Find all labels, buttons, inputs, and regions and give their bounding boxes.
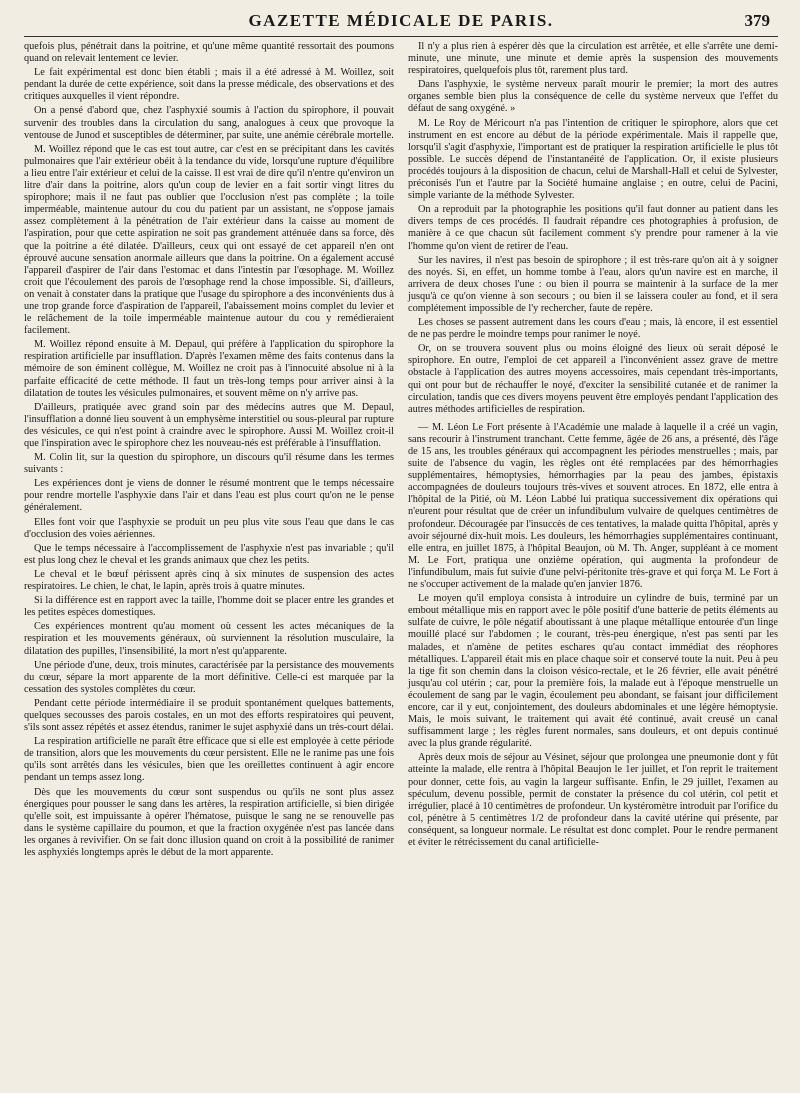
paragraph: D'ailleurs, pratiquée avec grand soin par des médecins autres que M. Depaul, l'insufflation a donné lieu souvent à un emphysème interstitiel ou sous-pleural par rupture des vésicules, ce qui n'est point à craindre avec le spirophore. Aussi M. Woillez croit-il que l'inspiration avec le spirophore chez les nouveau-nés est préférable à l'insufflation. <box>24 401 394 449</box>
paragraph: Pendant cette période intermédiaire il se produit spontanément quelques battements, quelques secousses des parois costales, en un mot des efforts respiratoires qui peuvent, s'ils sont assez répétés et assez étendus, ranimer le sujet asphyxié dans un très-court délai. <box>24 697 394 734</box>
paragraph: On a reproduit par la photographie les positions qu'il faut donner au patient dans les divers temps de ces procédés. Il faudrait répandre ces photographies à profusion, de manière à ce que chacun sût facilement comment s'y prendre pour ramener à la vie l'homme qu'on vient de retirer de l'eau. <box>408 204 778 252</box>
right-column <box>408 41 778 861</box>
paragraph: Les expériences dont je viens de donner le résumé montrent que le temps nécessaire pour rendre mortelle l'asphyxie dans l'air et dans l'eau est plus court qu'on ne le pense généralement. <box>24 478 394 514</box>
paragraph: Après deux mois de séjour au Vésinet, séjour que prolongea une pneumonie dont y fût atteinte la malade, elle rentra à l'hôpital Beaujon le 1er juillet, et l'on reprit le traitement pour donner, cette fois, au vagin la largeur suffisante. Enfin, le 29 juillet, l'examen au spéculum, devenu possible, permit de constater la présence du col utérin, col petit et irrégulier, placé à 10 centimètres de profondeur. Un kystéromètre introduit par l'orifice du col, pénètre à 5 centimètres 1/2 de profondeur dans la cavité utérine qui présente, par conséquent, sa longueur normale. Le résultat est donc complet. Pour le rendre permanent et éviter le rétrécissement du canal artificielle- <box>408 752 778 848</box>
paragraph: M. Colin lit, sur la question du spirophore, un discours qu'il résume dans les termes suivants : <box>24 452 394 476</box>
paragraph: Que le temps nécessaire à l'accomplissement de l'asphyxie n'est pas invariable ; qu'il est plus long chez le cheval et les grands animaux que chez les petits. <box>24 542 394 566</box>
paragraph: M. Woillez répond que le cas est tout autre, car c'est en se précipitant dans les cavités pulmonaires que l'air extérieur obéit à la tendance du vide, lorsqu'une rupture d'équilibre a lieu entre l'air extérieur et celui de la caisse. Il est vrai de dire qu'il n'entre qu'environ un litre d'air dans la poitrine, alors qu'un coup de levier en a fait sortir vingt litres du spirophore; mais il ne faut pas oublier que l'occlusion n'est pas complète ; la toile imperméable, maintenue autour du cou du patient par un assistant, ne s'oppose jamais assez complètement à la pénétration de l'air extérieur dans la caisse au moment de l'aspiration, pour que cette aspiration ne soit pas grandement atténuée dans sa force, dès que la poitrine a été dilatée. D'ailleurs, ceux qui ont essayé de cet appareil n'en ont éprouvé aucune sensation anormale ailleurs que dans la poitrine. On a également accusé l'appareil d'aspirer de l'air dans l'estomac et dans l'intestin par l'œsophage. M. Woillez croit que l'écoulement des parois de l'œsophage rend la chose impossible. Si, d'ailleurs, on venait à constater dans la pratique que l'usage du spirophore a des inconvénients dus à une trop grande force d'aspiration de l'appareil, l'abaissement moins complet du levier et le relâchement de la toile imperméable maintenue autour du cou y remédieraient facilement. <box>24 143 394 337</box>
paragraph: La respiration artificielle ne paraît être efficace que si elle est employée à cette période de transition, alors que les mouvements du cœur persistent. Elle ne le ranime pas une fois qu'ils sont arrêtés dans les vésicules, bien que les oreillettes continuent à agir encore pendant un temps assez long. <box>24 736 394 784</box>
left-column <box>24 41 394 861</box>
paragraph: Il n'y a plus rien à espérer dès que la circulation est arrêtée, et elle s'arrête une demi-minute, une minute, une minute et demie après la suspension des mouvements respiratoires, quelquefois plus tôt, rarement plus tard. <box>408 41 778 77</box>
paragraph: M. Le Roy de Méricourt n'a pas l'intention de critiquer le spirophore, alors que cet instrument en est encore au début de la période expérimentale. Mais il rappelle que, lorsqu'il s'agit d'asphyxie, l'important est de pratiquer la respiration artificielle le plus tôt possible. Le succès dépend de l'instantanéité de l'application. Or, il existe plusieurs procédés toujours à la disposition de chacun, celui de Marshall-Hall et celui de Sylvester, préconisés l'un et l'autre par la Société humaine anglaise ; en outre, celui de Pacini, simple variante de la méthode Sylvester. <box>408 117 778 202</box>
paragraph: Sur les navires, il n'est pas besoin de spirophore ; il est très-rare qu'on ait à y soigner des noyés. Si, en effet, un homme tombe à l'eau, alors qu'un navire est en marche, il arrivera de deux choses l'une : ou bien il pourra se maintenir à la surface de la mer jusqu'à ce qu'on vienne à son secours ; ou bien il se laissera couler au fond, et il sera complétement impossible de l'y rechercher, faute de repère. <box>408 254 778 314</box>
paragraph: Le moyen qu'il employa consista à introduire un cylindre de buis, terminé par un embout métallique mis en rapport avec le pôle positif d'une batterie de petits éléments au sulfate de cuivre, le pôle négatif aboutissant à une plaque métallique entourée d'un linge mouillé placé sur l'abdomen ; le courant, très-peu énergique, n'est pas senti par les malades, et n'amène de petites eschares qu'au contact immédiat des réophores métalliques. L'appareil était mis en place chaque soir et conservé toute la nuit. Peu à peu la tige fit son chemin dans la cloison vésico-rectale, et le 26 février, elle avait pénétré jusqu'au col utérin ; car, pour la première fois, la malade eut à l'époque menstruelle un écoulement de sang par le vagin, écoulement peu abondant, se faisant jour difficilement encore, car il y eut, conjointement, des douleurs abdominales et une légère hémoptysie. Mais, le mois suivant, le traitement qui avait été continué, avait creusé un canal suffisamment large ; les règles furent normales, sans douleurs, et ont depuis continué avec la plus grande régularité. <box>408 593 778 750</box>
columns <box>24 41 778 861</box>
page-number: 379 <box>744 11 770 30</box>
page-header <box>24 8 778 37</box>
paragraph: Dès que les mouvements du cœur sont suspendus ou qu'ils ne sont plus assez énergiques pour pousser le sang dans les artères, la respiration artificielle, si bien dirigée qu'elle soit, est impuissante à opérer l'hématose, puisque le sang ne se renouvelle pas dans le système capillaire du poumon, et que la fraction oxygénée n'est pas lancée dans les organes à revivifier. On se fait donc illusion quand on croit à la possibilité de ranimer les asphyxiés longtemps après le début de la mort apparente. <box>24 786 394 858</box>
paragraph: M. Woillez répond ensuite à M. Depaul, qui préfère à l'application du spirophore la respiration artificielle par insufflation. D'après l'examen même des faits contenus dans la mémoire de son éminent collègue, M. Woillez ne croit pas à l'innocuité absolue ni à la parfaite efficacité de cette méthode. Il faut un très-long temps pour arriver ainsi à la dilatation de toutes les vésicules pulmonaires, et souvent même on n'y arrive pas. <box>24 339 394 399</box>
paragraph: quefois plus, pénétrait dans la poitrine, et qu'une même quantité ressortait des poumons quand on relevait lentement ce levier. <box>24 41 394 65</box>
paragraph: On a pensé d'abord que, chez l'asphyxié soumis à l'action du spirophore, il pouvait survenir des troubles dans la circulation du sang, analogues à ceux que provoque la ventouse de Junod et susceptibles de déterminer, par suite, une anémie cérébrale mortelle. <box>24 105 394 141</box>
paragraph: — M. Léon Le Fort présente à l'Académie une malade à laquelle il a créé un vagin, sans recourir à l'instrument tranchant. Cette femme, âgée de 26 ans, a présenté, dès l'âge de 15 ans, les troubles généraux qui accompagnent les périodes menstruelles ; mais, par suite de l'absence du vagin, les règles ont été remplacées par des hémorrhagies supplémentaires, hémoptysies, hémorrhagies par la peau des jambes, épistaxis accompagnées de douleurs toujours très-vives et souvent atroces. En 1872, elle entra à l'hôpital de la Pitié, où M. Léon Labbé lui pratiqua successivement dix opérations qui n'eurent pour résultat que de créer un infundibulum vulvaire de quelques centimètres de profondeur. Découragée par l'insuccès de ces tentatives, la malade quitta l'hôpital, après y avoir séjourné dix-huit mois. Les douleurs, les hémorrhagies supplémentaires continuant, elle entra, en juillet 1875, à l'hôpital Beaujon, où M. Th. Anger, suppléant à ce moment M. Le Fort, pratiqua une onzième opération, qui augmenta la profondeur de l'infundibulum, mais fut suivie d'une pelvi-péritonite très-grave et qui força M. Le Fort à ne s'occuper activement de la malade qu'en janvier 1876. <box>408 421 778 591</box>
journal-title: GAZETTE MÉDICALE DE PARIS. <box>248 11 554 30</box>
paragraph: Le fait expérimental est donc bien établi ; mais il a été adressé à M. Woillez, soit pendant la durée de cette expérience, soit dans la presse médicale, des observations et des critiques auxquelles il vient répondre. <box>24 67 394 103</box>
paragraph: Les choses se passent autrement dans les cours d'eau ; mais, là encore, il est essentiel de ne pas perdre le moindre temps pour ranimer le noyé. <box>408 317 778 341</box>
paragraph: Si la différence est en rapport avec la taille, l'homme doit se placer entre les grandes et les petites espèces domestiques. <box>24 595 394 619</box>
paragraph: Le cheval et le bœuf périssent après cinq à six minutes de suspension des actes respiratoires. Le chien, le chat, le lapin, après trois à quatre minutes. <box>24 568 394 593</box>
paragraph: Dans l'asphyxie, le système nerveux paraît mourir le premier; la mort des autres organes semble bien plus la conséquence de celle du système nerveux que l'effet du défaut de sang oxygéné. » <box>408 79 778 115</box>
paragraph: Or, on se trouvera souvent plus ou moins éloigné des lieux où serait déposé le spirophore. En outre, l'emploi de cet appareil a l'inconvénient assez grave de mettre obstacle à l'application des autres moyens accessoires, mais cependant très-importants, qui ont pour but de réchauffer le noyé, d'exciter la sensibilité cutanée et de ranimer la circulation, tandis que ces divers moyens peuvent être employés pendant l'application des autres méthodes artificielles de respiration. <box>408 343 778 415</box>
paragraph: Elles font voir que l'asphyxie se produit un peu plus vite sous l'eau que dans le cas d'occlusion des voies aériennes. <box>24 516 394 540</box>
paragraph: Une période d'une, deux, trois minutes, caractérisée par la persistance des mouvements du cœur, sépare la mort apparente de la mort définitive. Celle-ci est marquée par la cessation des systoles complètes du cœur. <box>24 659 394 695</box>
paragraph: Ces expériences montrent qu'au moment où cessent les actes mécaniques de la respiration et les mouvements généraux, où surviennent la résolution musculaire, la dilatation des pupilles, l'insensibilité, la mort n'est qu'apparente. <box>24 621 394 657</box>
